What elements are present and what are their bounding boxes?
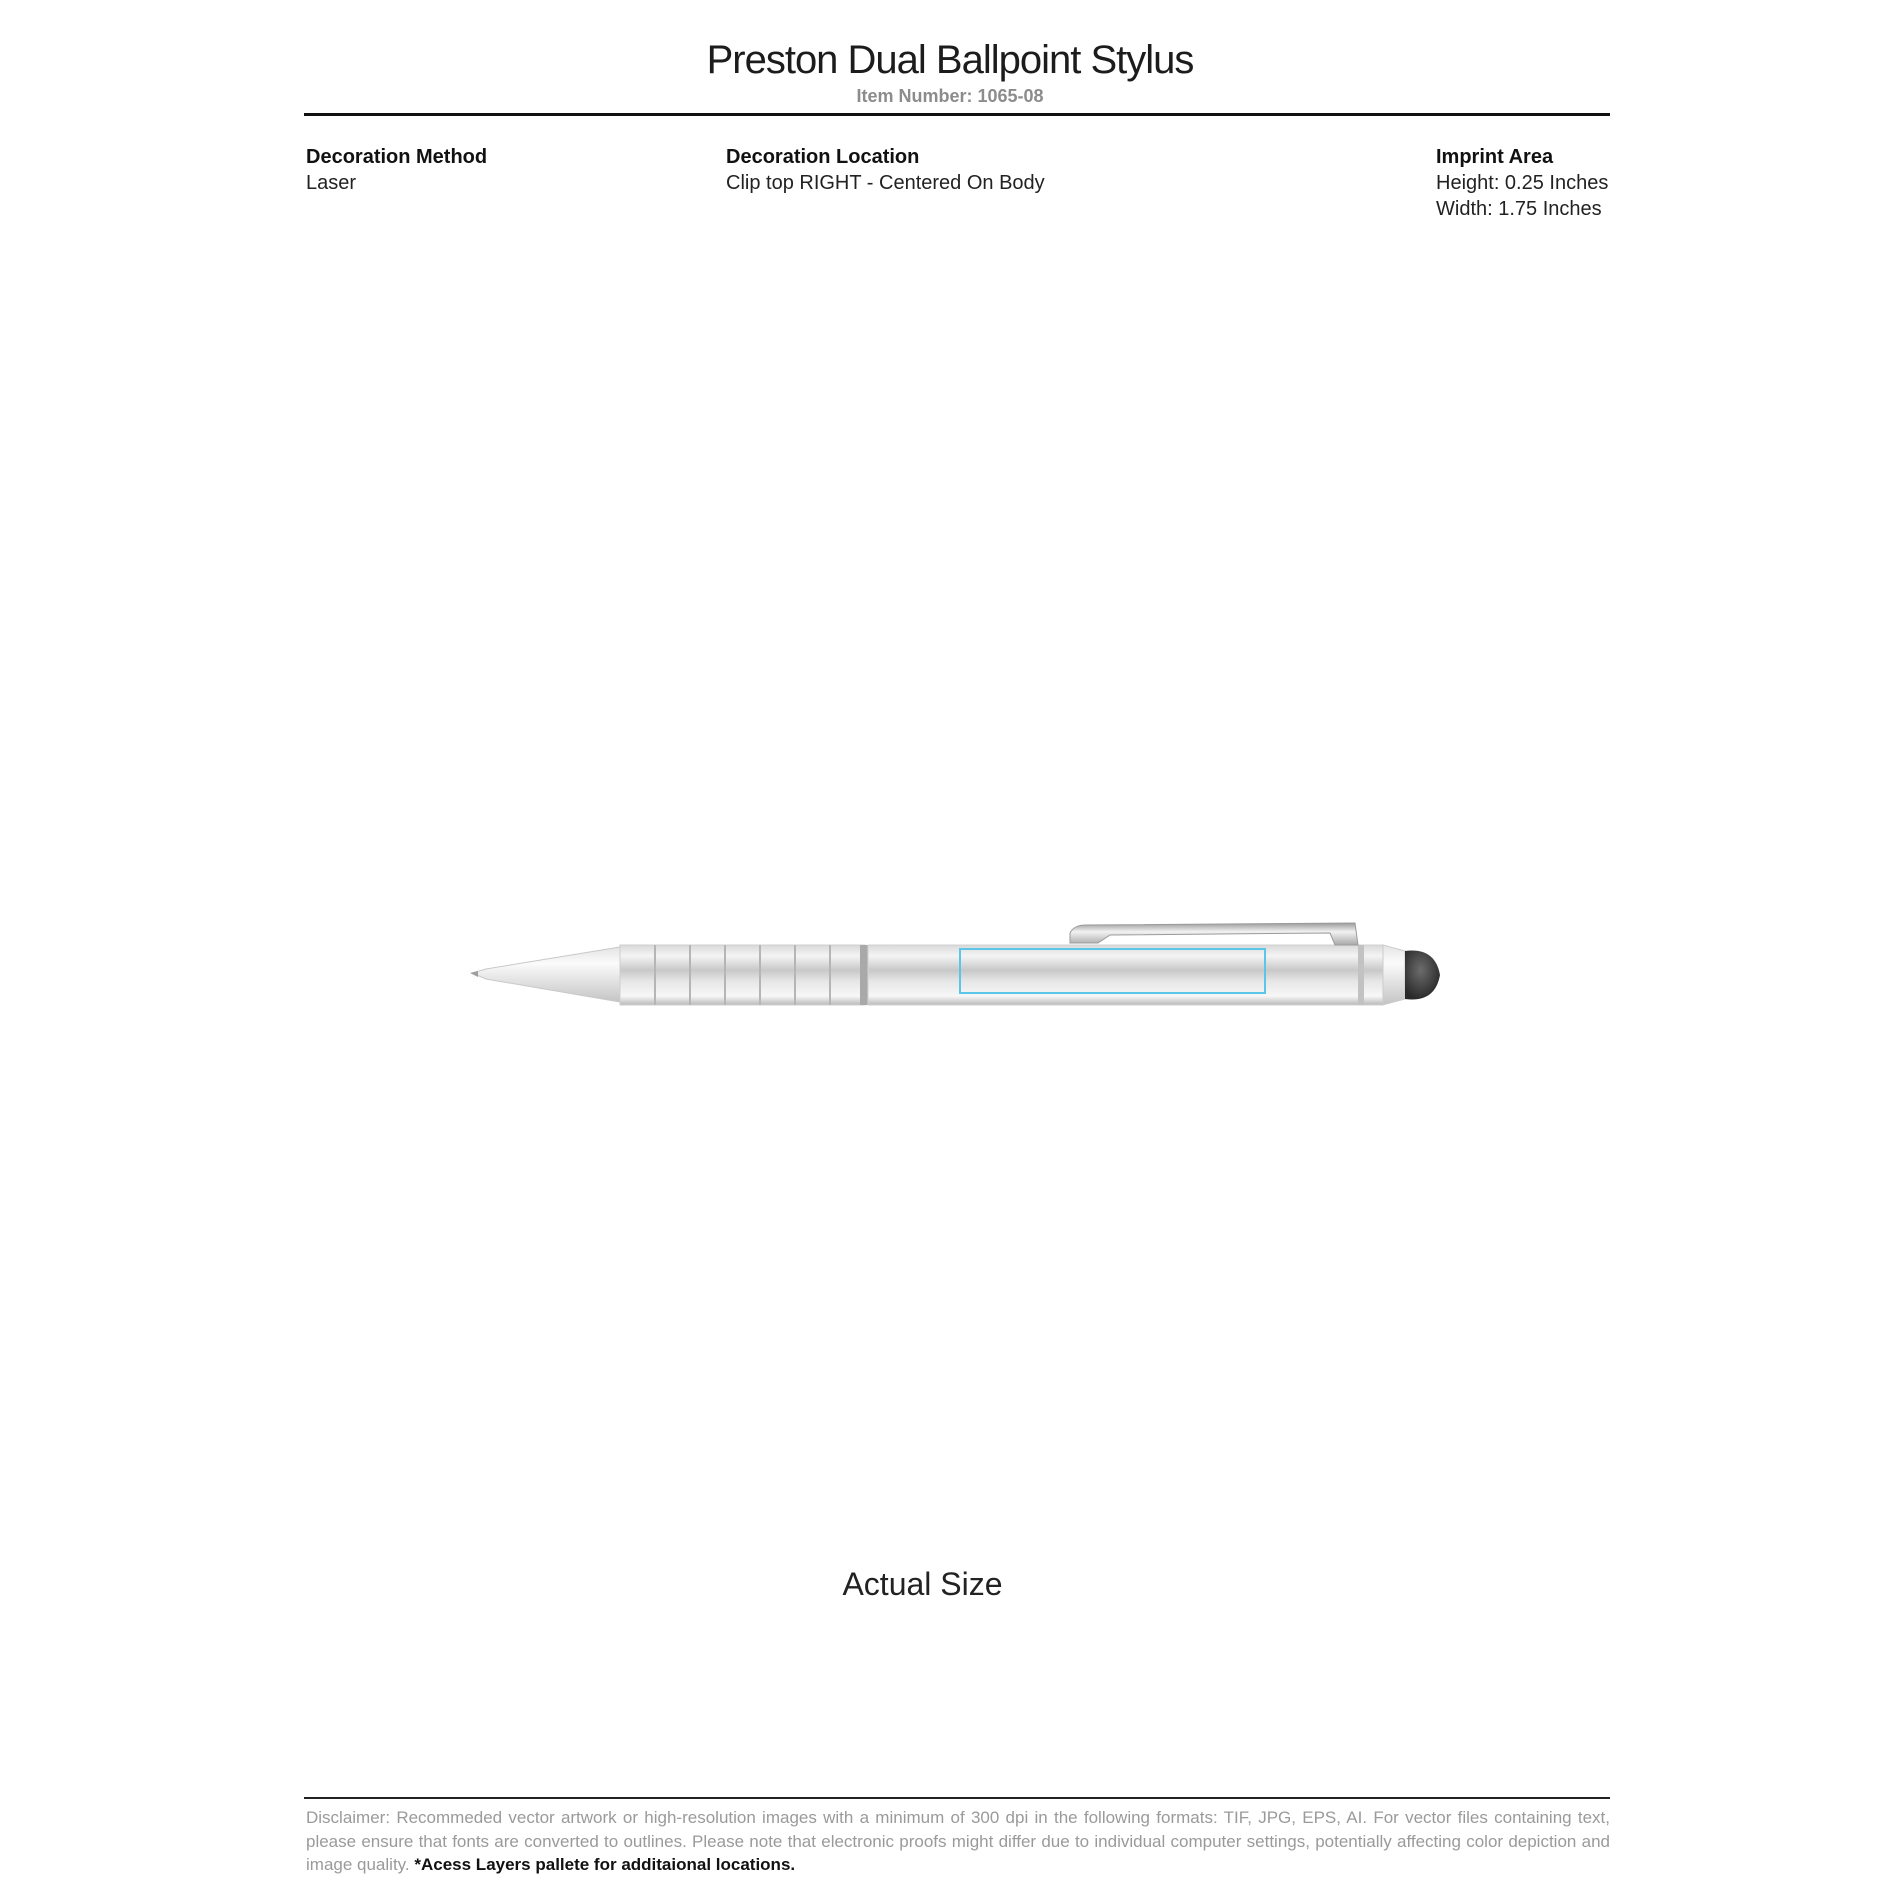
actual-size-label: Actual Size [842,1566,1003,1602]
item-number: Item Number: 1065-08 [856,86,1044,106]
decoration-location-label: Decoration Location [726,146,920,168]
decoration-method-block [306,144,487,196]
stylus-rubber-tip [1405,951,1440,1000]
stylus-pen-image [470,905,1450,1015]
imprint-width: Width: 1.75 Inches [1436,198,1602,220]
disclaimer [306,1806,1610,1877]
decoration-location-block [726,144,1045,196]
decoration-method-value: Laser [306,172,357,194]
pen-clip [1070,923,1358,945]
pen-tip [472,947,620,1002]
pen-grip [620,945,865,1005]
pen-barrel [868,945,1383,1005]
disclaimer-text: Disclaimer: Recommeded vector artwork or high-resolution images with a minimum of 300 dpi in the following formats: TIF, JPG, EPS, AI. For vector files containing text, please ensure that fonts are converted to outlines. Please note that electronic proofs might differ due to individual computer settings, potentially affecting color depiction and image quality. [306,1808,1610,1874]
header-divider [304,113,1610,116]
imprint-area-block [1436,144,1608,222]
imprint-area-label: Imprint Area [1436,146,1554,168]
footer-divider [304,1797,1610,1799]
page-title: Preston Dual Ballpoint Stylus [706,38,1194,82]
decoration-method-label: Decoration Method [306,146,488,168]
layers-note: *Acess Layers pallete for additaional locations. [414,1855,796,1874]
decoration-location-value: Clip top RIGHT - Centered On Body [726,172,1045,194]
imprint-height: Height: 0.25 Inches [1436,172,1609,194]
